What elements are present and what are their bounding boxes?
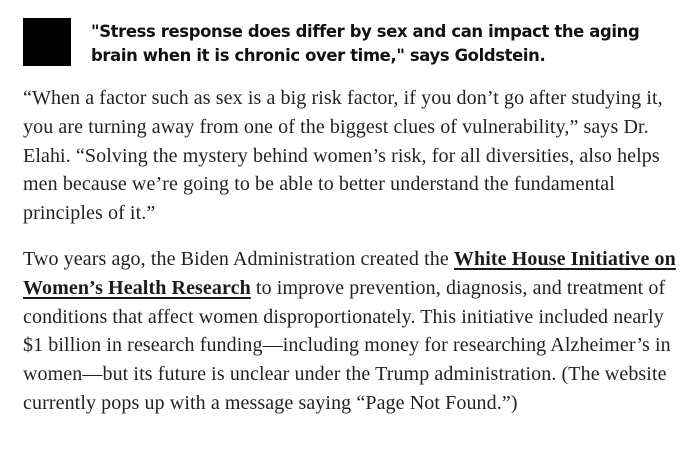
paragraph-text-before-link: Two years ago, the Biden Administration created the [23,248,454,270]
quote-block-icon [23,18,71,66]
article-paragraph-2 [23,245,683,418]
paragraph-text-after-link: to improve prevention, diagnosis, and treatment of conditions that affect women disproportionately. This initiative included nearly $1 billion in research funding—including money for researching Alzheimer’s in women—but its future is unclear under the Trump administration. (The website currently pops up with a message saying “Page Not Found.”) [23,276,671,414]
white-house-initiative-link[interactable]: White House Initiative on Women’s Health Research [23,248,676,299]
pull-quote-text: "Stress response does differ by sex and can impact the aging brain when it is chronic over time," says Goldstein. [91,22,640,65]
article-paragraph-1: “When a factor such as sex is a big risk factor, if you don’t go after studying it, you are turning away from one of the biggest clues of vulnerability,” says Dr. Elahi. “Solving the mystery behind women’s risk, for all diversities, also helps men because we’re going to be able to better understand the fundamental principles of it.” [23,87,663,225]
pull-quote [23,18,673,66]
